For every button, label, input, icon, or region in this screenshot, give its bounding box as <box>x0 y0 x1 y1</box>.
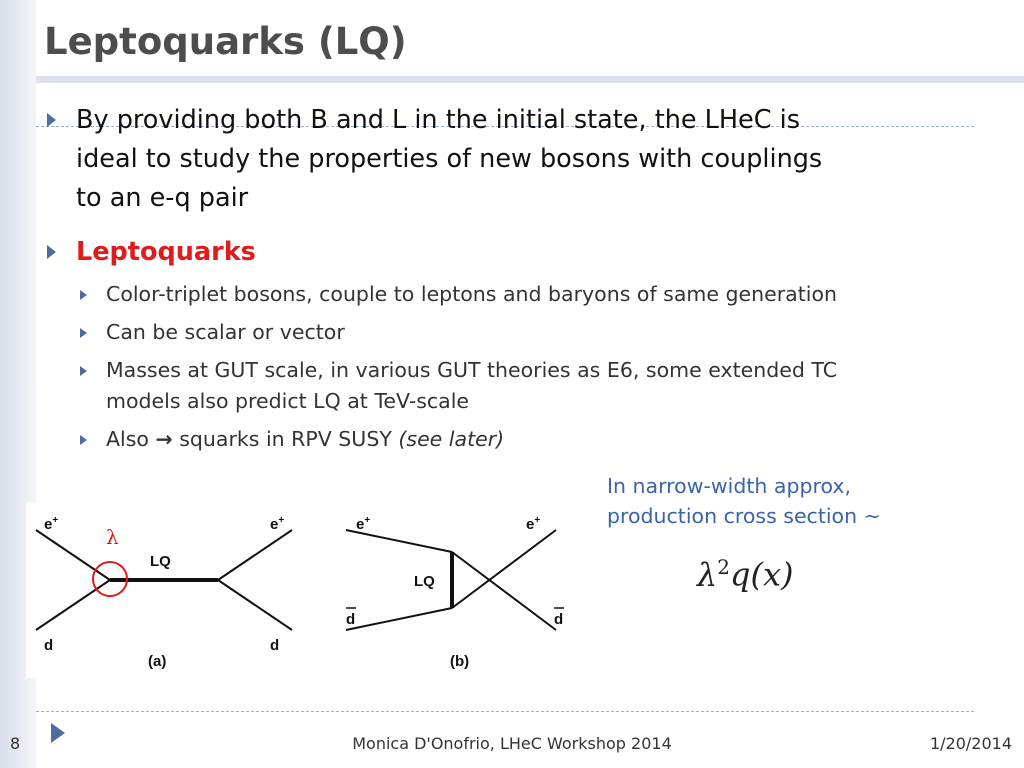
page-number: 8 <box>10 734 21 753</box>
diagram-b-lq-label: LQ <box>414 573 435 590</box>
diagram-a-lq-label: LQ <box>150 553 171 570</box>
cross-section-formula <box>697 555 794 594</box>
sub-bullet-4-prefix: Also <box>106 427 149 451</box>
right-arrow-icon: → <box>155 427 173 451</box>
sub-bullet-color-triplet <box>106 279 986 310</box>
leptoquarks-heading: Leptoquarks <box>76 237 256 267</box>
sub-bullet-1-text: Color-triplet bosons, couple to leptons and baryons of same generation <box>106 282 838 306</box>
note-line-1: In narrow-width approx, <box>607 474 852 498</box>
diagram-b-e-out-label: e+ <box>526 515 541 533</box>
diagram-b-dbar-out-line <box>452 552 556 630</box>
title-underline-bar <box>36 76 1024 83</box>
triangle-right-icon <box>80 366 87 376</box>
bullet-intro-line-2: ideal to study the properties of new bosons with couplings <box>76 144 823 174</box>
diagram-b-dbar-in-line <box>346 608 452 630</box>
sub-bullet-2-text: Can be scalar or vector <box>106 320 345 344</box>
diagram-a-caption: (a) <box>148 653 167 670</box>
sub-bullet-squarks <box>106 424 986 455</box>
dashed-divider-bottom <box>36 711 974 712</box>
bullet-intro-line-3: to an e-q pair <box>76 183 249 213</box>
triangle-right-icon <box>80 435 87 445</box>
sub-bullet-3-line-1: Masses at GUT scale, in various GUT theories as E6, some extended TC <box>106 358 838 382</box>
formula-lambda: λ <box>697 555 718 594</box>
bullet-intro-line-1: By providing both B and L in the initial state, the LHeC is <box>76 105 800 135</box>
triangle-right-icon <box>80 328 87 338</box>
diagram-a-lambda: λ <box>106 525 119 549</box>
slide-title: Leptoquarks (LQ) <box>44 20 407 63</box>
diagram-b-dbar-out-label: d <box>554 611 564 628</box>
triangle-right-icon <box>47 113 56 127</box>
diagram-a-e-out-label: e+ <box>270 515 285 533</box>
diagram-a-d-in-label: d <box>44 637 54 654</box>
formula-exponent: 2 <box>717 555 731 579</box>
sub-bullet-4-text: squarks in RPV SUSY <box>179 427 392 451</box>
sub-bullet-4-see-later: (see later) <box>398 427 505 451</box>
note-line-2: production cross section ~ <box>607 504 881 528</box>
narrow-width-note <box>607 471 967 531</box>
footer-date: 1/20/2014 <box>929 734 1012 753</box>
diagram-b-dbar-in-label: d <box>346 611 356 628</box>
formula-q-of-x: q(x) <box>730 555 794 594</box>
diagram-b-e-in-label: e+ <box>356 515 371 533</box>
bullet-leptoquarks <box>76 233 996 272</box>
sub-bullet-scalar-vector <box>106 317 986 348</box>
diagram-a-background <box>26 502 326 678</box>
triangle-right-icon <box>80 290 87 300</box>
diagram-b-e-out-line <box>452 530 556 608</box>
footer-author: Monica D'Onofrio, LHeC Workshop 2014 <box>352 734 672 753</box>
diagram-a-d-out-label: d <box>270 637 280 654</box>
triangle-right-icon <box>47 245 56 259</box>
diagram-b-caption: (b) <box>450 653 470 670</box>
sub-bullet-gut-scale <box>106 355 986 417</box>
feynman-diagrams <box>26 502 586 678</box>
diagram-a-e-in-label: e+ <box>44 515 59 533</box>
sub-bullet-3-line-2: models also predict LQ at TeV-scale <box>106 389 470 413</box>
diagram-b-e-in-line <box>346 530 452 552</box>
bullet-intro <box>76 101 996 218</box>
